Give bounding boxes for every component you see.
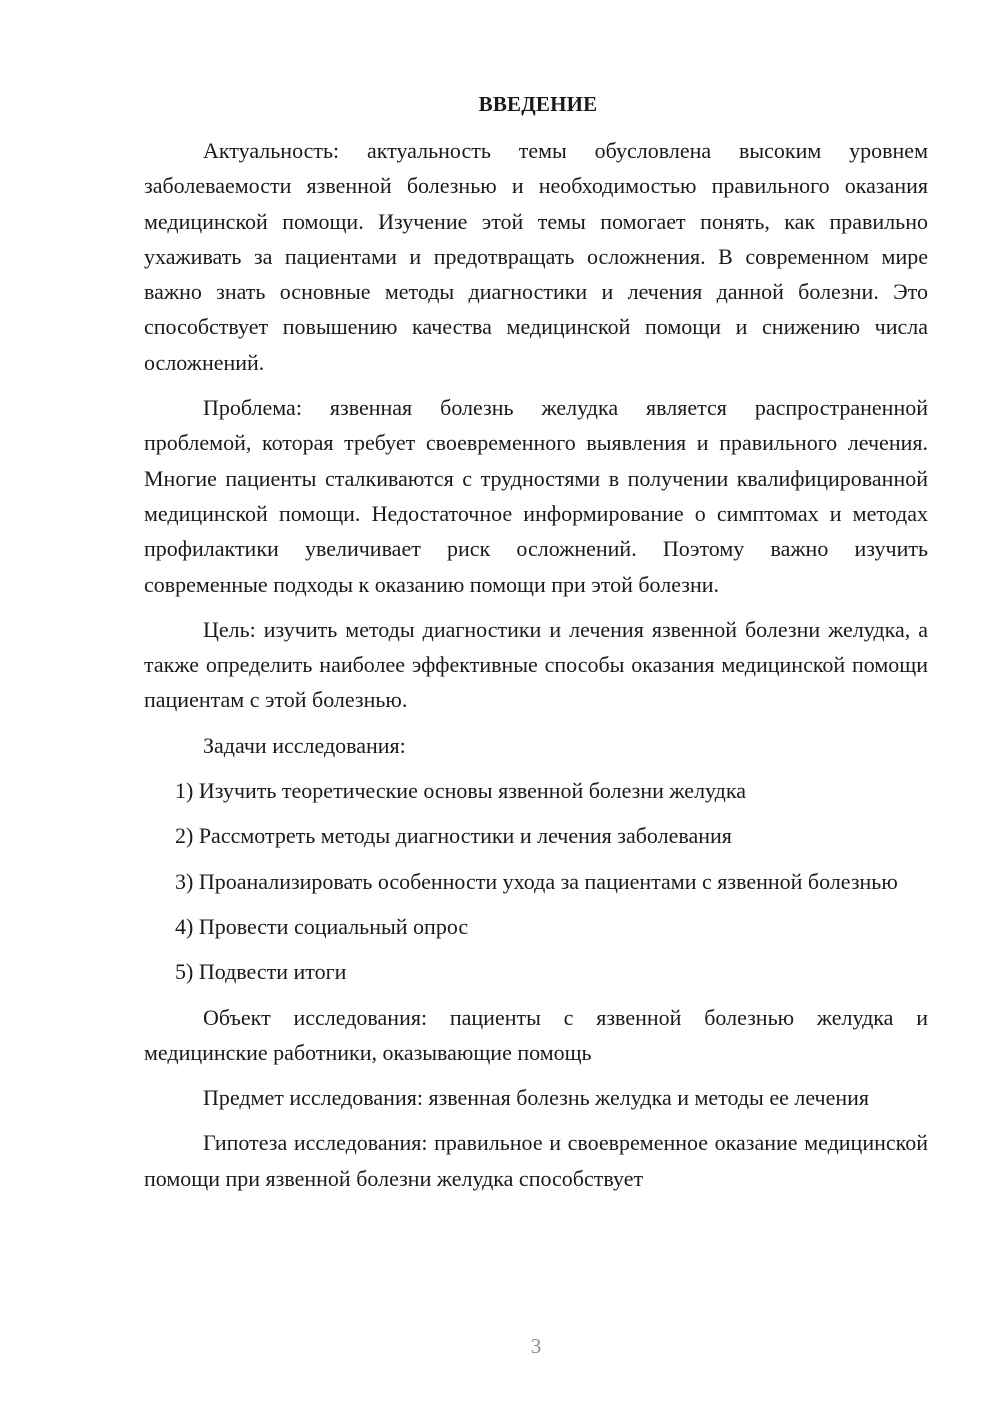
task-item-2: 2) Рассмотреть методы диагностики и лечения заболевания bbox=[175, 823, 732, 849]
hypothesis-paragraph: Гипотеза исследования: правильное и своевременное оказание медицинской помощи при язвенной болезни желудка способствует bbox=[144, 1130, 928, 1191]
relevance-paragraph: Актуальность: актуальность темы обусловлена высоким уровнем заболеваемости язвенной болезнью и необходимостью правильного оказания медицинской помощи. Изучение этой темы помогает понять, как правильно ухаживать за пациентами и предотвращать осложнения. В современном мире важно знать основные методы диагностики и лечения данной болезни. Это способствует повышению качества медицинской помощи и снижению числа осложнений. bbox=[144, 138, 928, 375]
goal-paragraph: Цель: изучить методы диагностики и лечения язвенной болезни желудка, а также определить наиболее эффективные способы оказания медицинской помощи пациентам с этой болезнью. bbox=[144, 616, 928, 713]
task-item-5: 5) Подвести итоги bbox=[175, 959, 347, 985]
page-body bbox=[144, 92, 928, 1196]
object-paragraph: Объект исследования: пациенты с язвенной болезнью желудка и медицинские работники, оказывающие помощь bbox=[144, 1004, 928, 1065]
task-item-3: 3) Проанализировать особенности ухода за пациентами с язвенной болезнью bbox=[175, 868, 898, 894]
tasks-heading: Задачи исследования: bbox=[203, 732, 406, 758]
task-item-4: 4) Провести социальный опрос bbox=[175, 913, 469, 939]
problem-paragraph: Проблема: язвенная болезнь желудка является распространенной проблемой, которая требует своевременного выявления и правильного лечения. Многие пациенты сталкиваются с трудностями в получении квалифицированной медицинской помощи. Недостаточное информирование о симптомах и методах профилактики увеличивает риск осложнений. Поэтому важно изучить современные подходы к оказанию помощи при этой болезни. bbox=[144, 395, 928, 597]
page-title: ВВЕДЕНИЕ bbox=[478, 92, 598, 116]
subject-paragraph: Предмет исследования: язвенная болезнь желудка и методы ее лечения bbox=[203, 1085, 870, 1111]
task-item-1: 1) Изучить теоретические основы язвенной болезни желудка bbox=[175, 778, 746, 804]
page-number: 3 bbox=[530, 1334, 542, 1358]
